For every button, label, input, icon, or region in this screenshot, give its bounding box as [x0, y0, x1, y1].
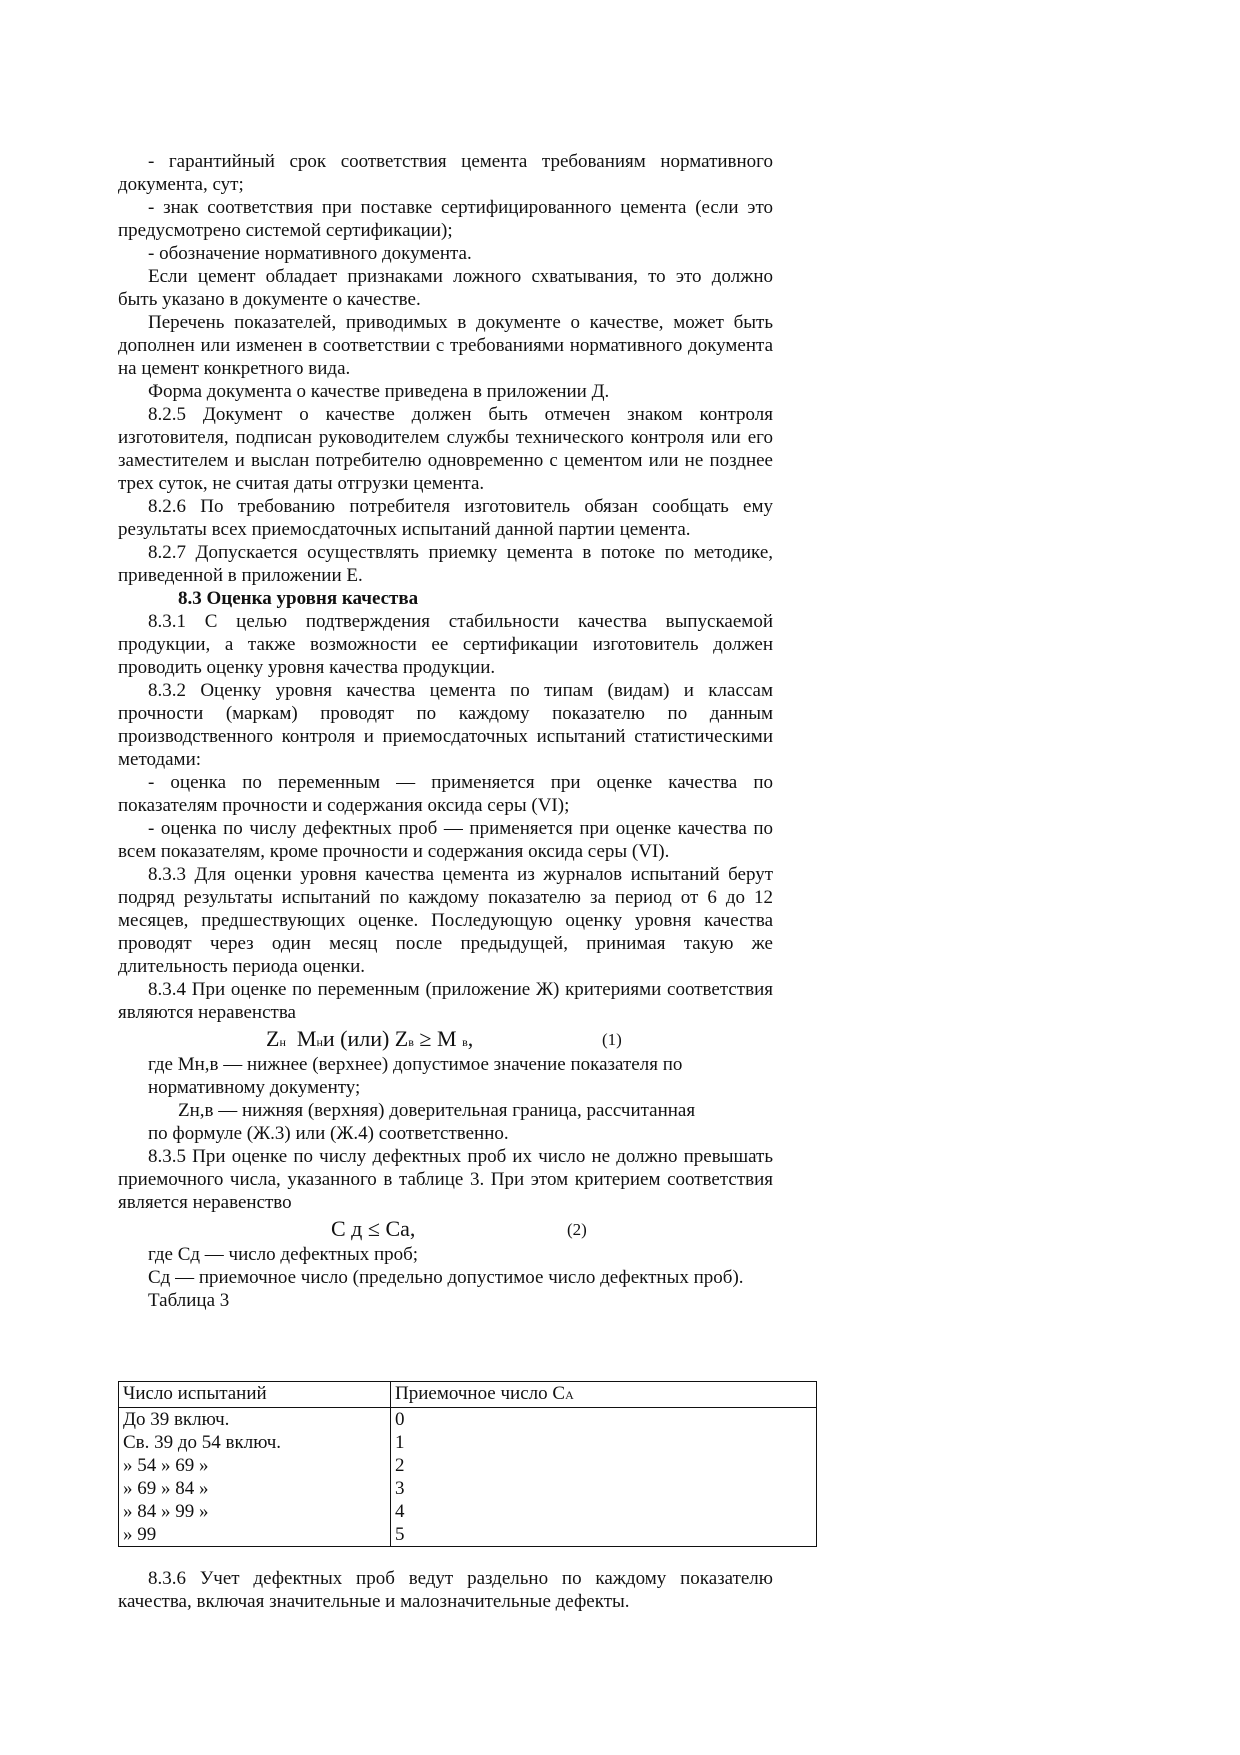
table-header-cell: Число испытаний	[119, 1382, 391, 1408]
where-line: где Сд — число дефектных проб;	[148, 1244, 419, 1265]
formula-2-expression: С д ≤ Са,	[331, 1216, 416, 1241]
table-cell: До 39 включ.	[119, 1408, 391, 1432]
formula-1	[118, 1024, 773, 1053]
table-cell: 5	[391, 1523, 817, 1547]
formula-symbol: М	[296, 1026, 317, 1051]
table-cell: Св. 39 до 54 включ.	[119, 1431, 391, 1454]
table-cell: 2	[391, 1454, 817, 1477]
paragraph: - оценка по числу дефектных проб — применяется при оценке качества по всем показателям, кроме прочности и содержания оксида серы (VI).	[118, 818, 773, 862]
paragraph: Перечень показателей, приводимых в документе о качестве, может быть дополнен или изменен в соответствии с требованиями нормативного документа на цемент конкретного вида.	[118, 312, 773, 379]
table-cell: » 54 » 69 »	[119, 1454, 391, 1477]
where-line: где Мн,в — нижнее (верхнее) допустимое значение показателя по	[148, 1054, 683, 1075]
paragraph: Форма документа о качестве приведена в приложении Д.	[148, 381, 610, 402]
table-cell: » 99	[119, 1523, 391, 1547]
formula-text: ≥ М	[419, 1026, 457, 1051]
formula-subscript: н	[279, 1035, 286, 1049]
where-line: нормативному документу;	[148, 1077, 361, 1098]
table-cell: 1	[391, 1431, 817, 1454]
formula-text: и (или) Z	[322, 1026, 409, 1051]
acceptance-table	[118, 1381, 817, 1547]
where-line: Zн,в — нижняя (верхняя) доверительная граница, рассчитанная	[178, 1100, 696, 1121]
table-header-subscript: А	[565, 1388, 574, 1402]
formula-subscript: н	[316, 1035, 323, 1049]
table-header-text: Приемочное число С	[395, 1383, 566, 1404]
paragraph: 8.2.7 Допускается осуществлять приемку цемента в потоке по методике, приведенной в приложении Е.	[118, 542, 773, 586]
text-column	[118, 150, 773, 1312]
table-cell: 0	[391, 1408, 817, 1432]
paragraph: 8.3.6 Учет дефектных проб ведут раздельно по каждому показателю качества, включая значительные и малозначительные дефекты.	[118, 1568, 773, 1612]
section-heading: 8.3 Оценка уровня качества	[178, 588, 419, 609]
paragraph: 8.2.5 Документ о качестве должен быть отмечен знаком контроля изготовителя, подписан руководителем службы технического контроля или его заместителем и выслан потребителю одновременно с цементом или не позднее трех суток, не считая даты отгрузки цемента.	[118, 404, 773, 494]
paragraph: - обозначение нормативного документа.	[148, 243, 472, 264]
table-row	[119, 1408, 817, 1432]
paragraph: 8.3.3 Для оценки уровня качества цемента из журналов испытаний берут подряд результаты испытаний по каждому показателю за период от 6 до 12 месяцев, предшествующих оценке. Последующую оценку уровня качества проводят через один месяц после предыдущей, принимая такую же длительность периода оценки.	[118, 864, 773, 977]
paragraph: - оценка по переменным — применяется при оценке качества по показателям прочности и содержания оксида серы (VI);	[118, 772, 773, 816]
table-header-cell	[391, 1382, 817, 1408]
table-cell: » 84 » 99 »	[119, 1500, 391, 1523]
table-cell: 4	[391, 1500, 817, 1523]
paragraph: - гарантийный срок соответствия цемента требованиям нормативного документа, сут;	[118, 151, 773, 195]
formula-text: ,	[467, 1026, 474, 1051]
paragraph: 8.3.4 При оценке по переменным (приложение Ж) критериями соответствия являются неравенства	[118, 979, 773, 1023]
where-line: по формуле (Ж.3) или (Ж.4) соответственно.	[148, 1123, 509, 1144]
paragraph: 8.3.2 Оценку уровня качества цемента по типам (видам) и классам прочности (маркам) проводят по каждому показателю по данным производственного контроля и приемосдаточных испытаний статистическими методами:	[118, 680, 773, 770]
paragraph: 8.3.1 С целью подтверждения стабильности качества выпускаемой продукции, а также возможности ее сертификации изготовитель должен проводить оценку уровня качества продукции.	[118, 611, 773, 678]
table-header-row	[119, 1382, 817, 1408]
table-row	[119, 1477, 817, 1500]
formula-2	[118, 1214, 773, 1243]
formula-subscript: в	[462, 1035, 468, 1049]
table-caption: Таблица 3	[148, 1290, 230, 1311]
text-after-table	[118, 1567, 773, 1613]
table-cell: 3	[391, 1477, 817, 1500]
formula-number: (2)	[567, 1220, 587, 1239]
paragraph: Если цемент обладает признаками ложного схватывания, то это должно быть указано в документе о качестве.	[118, 266, 773, 310]
formula-subscript: в	[408, 1035, 414, 1049]
formula-symbol: Z	[266, 1026, 280, 1051]
table-row	[119, 1523, 817, 1547]
formula-number: (1)	[602, 1030, 622, 1049]
paragraph: - знак соответствия при поставке сертифицированного цемента (если это предусмотрено системой сертификации);	[118, 197, 773, 241]
table-row	[119, 1500, 817, 1523]
where-line: Сд — приемочное число (предельно допустимое число дефектных проб).	[148, 1267, 744, 1288]
table-cell: » 69 » 84 »	[119, 1477, 391, 1500]
paragraph: 8.2.6 По требованию потребителя изготовитель обязан сообщать ему результаты всех приемосдаточных испытаний данной партии цемента.	[118, 496, 773, 540]
paragraph: 8.3.5 При оценке по числу дефектных проб их число не должно превышать приемочного числа, указанного в таблице 3. При этом критерием соответствия является неравенство	[118, 1146, 773, 1213]
table-row	[119, 1431, 817, 1454]
formula-1-expression	[266, 1024, 473, 1057]
table-row	[119, 1454, 817, 1477]
